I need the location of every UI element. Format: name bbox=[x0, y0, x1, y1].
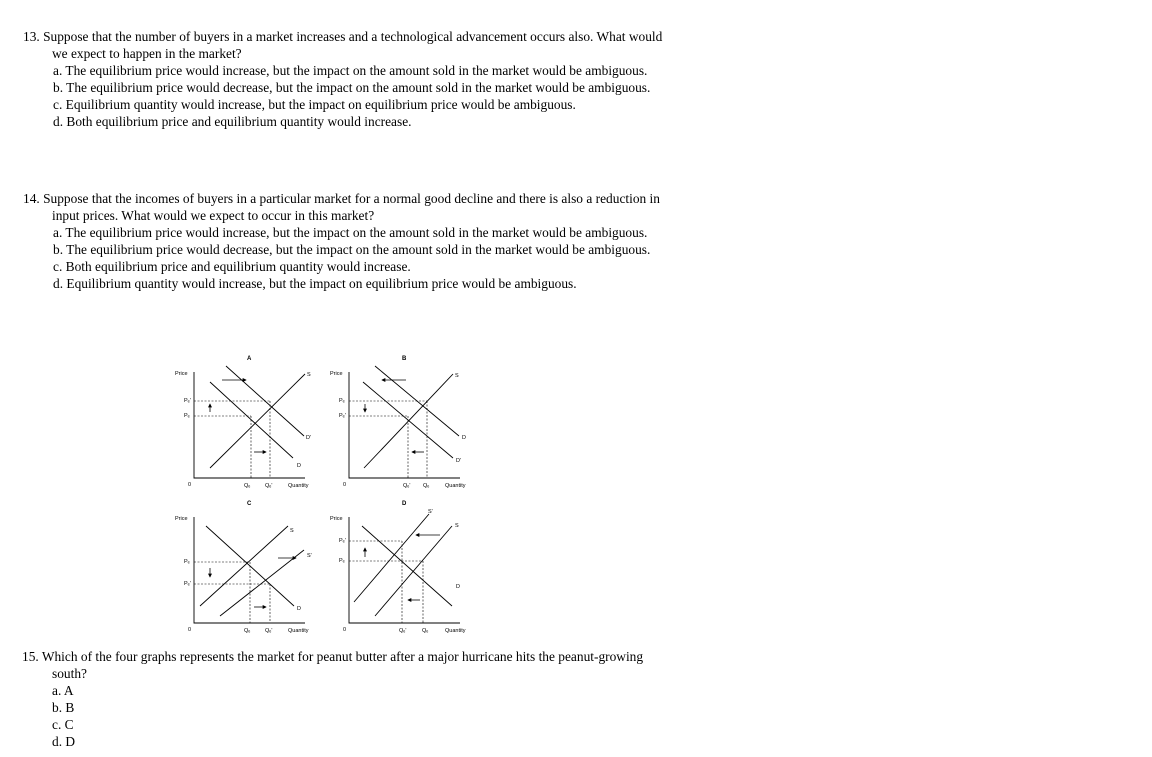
graph-a-quantity-left: Qₑ bbox=[244, 483, 251, 489]
graph-d-demand-label: D bbox=[456, 584, 460, 590]
question-15-choice-d: d. D bbox=[52, 733, 76, 749]
graph-d-quantity-right: Qₑ bbox=[422, 628, 429, 634]
graph-c bbox=[175, 501, 312, 634]
graph-a-y-label: Price bbox=[175, 371, 188, 377]
graph-d-title: D bbox=[402, 501, 407, 507]
question-13 bbox=[23, 29, 663, 130]
graph-d-demand-curve bbox=[362, 526, 452, 606]
graph-c-axes bbox=[194, 517, 305, 623]
graph-c-y-label: Price bbox=[175, 516, 188, 522]
graph-d-y-label: Price bbox=[330, 516, 343, 522]
graph-a-price-high: Pₑ' bbox=[184, 398, 191, 404]
graph-a-price-low: Pₑ bbox=[184, 413, 190, 419]
graph-c-supply-old-curve bbox=[200, 526, 288, 606]
question-13-choice-b: b. The equilibrium price would decrease, but the impact on the amount sold in the market would be ambiguous. bbox=[53, 79, 651, 95]
graph-c-supply-old-label: S bbox=[290, 528, 294, 534]
question-14-choice-b: b. The equilibrium price would decrease, but the impact on the amount sold in the market would be ambiguous. bbox=[53, 241, 651, 257]
graph-c-supply-new-label: S' bbox=[307, 553, 312, 559]
graph-c-demand-label: D bbox=[297, 606, 301, 612]
graph-b-price-high: Pₑ bbox=[339, 398, 345, 404]
graph-d-quantity-left: Qₑ' bbox=[399, 628, 407, 634]
graph-d-origin: 0 bbox=[343, 627, 347, 633]
graph-c-quantity-left: Qₑ bbox=[244, 628, 251, 634]
graph-d-supply-old-label: S bbox=[455, 523, 459, 529]
graph-a-supply-label: S bbox=[307, 372, 311, 378]
graph-c-x-label: Quantity bbox=[288, 628, 309, 634]
graph-c-price-high: Pₑ bbox=[184, 559, 190, 565]
graph-c-quantity-right: Qₑ' bbox=[265, 628, 273, 634]
question-15-choice-c: c. C bbox=[52, 716, 74, 732]
graph-b-quantity-left: Qₑ' bbox=[403, 483, 411, 489]
question-13-choice-c: c. Equilibrium quantity would increase, but the impact on equilibrium price would be ambiguous. bbox=[53, 96, 576, 112]
question-14 bbox=[23, 191, 663, 292]
question-13-choice-d: d. Both equilibrium price and equilibrium quantity would increase. bbox=[53, 113, 412, 129]
graph-b-demand-old-label: D bbox=[462, 435, 466, 441]
question-15 bbox=[22, 649, 662, 750]
graph-b-quantity-right: Qₑ bbox=[423, 483, 430, 489]
graph-a-origin: 0 bbox=[188, 482, 192, 488]
graph-b-x-label: Quantity bbox=[445, 483, 466, 489]
graph-a-axes bbox=[194, 372, 305, 478]
graph-b-supply-label: S bbox=[455, 373, 459, 379]
graph-a-title: A bbox=[247, 356, 252, 362]
graph-c-supply-new-curve bbox=[220, 550, 304, 616]
question-15-stem: 15. Which of the four graphs represents the market for peanut butter after a major hurricane hits the peanut-growing south? bbox=[22, 649, 644, 681]
graph-a-demand-new-label: D' bbox=[306, 435, 312, 441]
graph-b-origin: 0 bbox=[343, 482, 347, 488]
graph-a-demand-old-label: D bbox=[297, 463, 301, 469]
graph-a-demand-old-curve bbox=[210, 382, 293, 458]
graph-b-title: B bbox=[402, 356, 407, 362]
graph-b bbox=[330, 356, 466, 489]
graph-a-x-label: Quantity bbox=[288, 483, 309, 489]
graph-d-supply-old-curve bbox=[375, 526, 452, 616]
supply-demand-graphs bbox=[170, 350, 480, 640]
question-15-choice-b: b. B bbox=[52, 699, 75, 715]
graph-d-supply-new-curve bbox=[354, 514, 429, 602]
question-14-choice-c: c. Both equilibrium price and equilibrium quantity would increase. bbox=[53, 258, 411, 274]
graph-a-supply-curve bbox=[210, 374, 305, 468]
supply-demand-figure bbox=[170, 350, 480, 640]
graph-a bbox=[175, 356, 311, 489]
question-13-choice-a: a. The equilibrium price would increase, but the impact on the amount sold in the market would be ambiguous. bbox=[53, 62, 648, 78]
question-15-choice-a: a. A bbox=[52, 682, 74, 698]
graph-d-price-high: Pₑ' bbox=[339, 538, 346, 544]
question-14-stem: 14. Suppose that the incomes of buyers in a particular market for a normal good decline and there is also a reduction in input prices. What would we expect to occur in this market? bbox=[23, 191, 660, 223]
graph-b-demand-new-label: D' bbox=[456, 458, 462, 464]
question-13-stem: 13. Suppose that the number of buyers in a market increases and a technological advancement occurs also. What would we expect to happen in the market? bbox=[23, 29, 663, 61]
graph-d-axes bbox=[349, 517, 460, 623]
question-14-choice-d: d. Equilibrium quantity would increase, but the impact on equilibrium price would be ambiguous. bbox=[53, 275, 577, 291]
graph-d-price-low: Pₑ bbox=[339, 558, 345, 564]
question-14-choice-a: a. The equilibrium price would increase, but the impact on the amount sold in the market would be ambiguous. bbox=[53, 224, 648, 240]
graph-b-price-low: Pₑ' bbox=[339, 413, 346, 419]
graph-c-title: C bbox=[247, 501, 252, 507]
graph-c-price-low: Pₑ' bbox=[184, 581, 191, 587]
graph-b-y-label: Price bbox=[330, 371, 343, 377]
graph-c-origin: 0 bbox=[188, 627, 192, 633]
graph-d-supply-new-label: S' bbox=[428, 509, 433, 515]
graph-d-x-label: Quantity bbox=[445, 628, 466, 634]
graph-a-quantity-right: Qₑ' bbox=[265, 483, 273, 489]
graph-d bbox=[330, 501, 466, 634]
